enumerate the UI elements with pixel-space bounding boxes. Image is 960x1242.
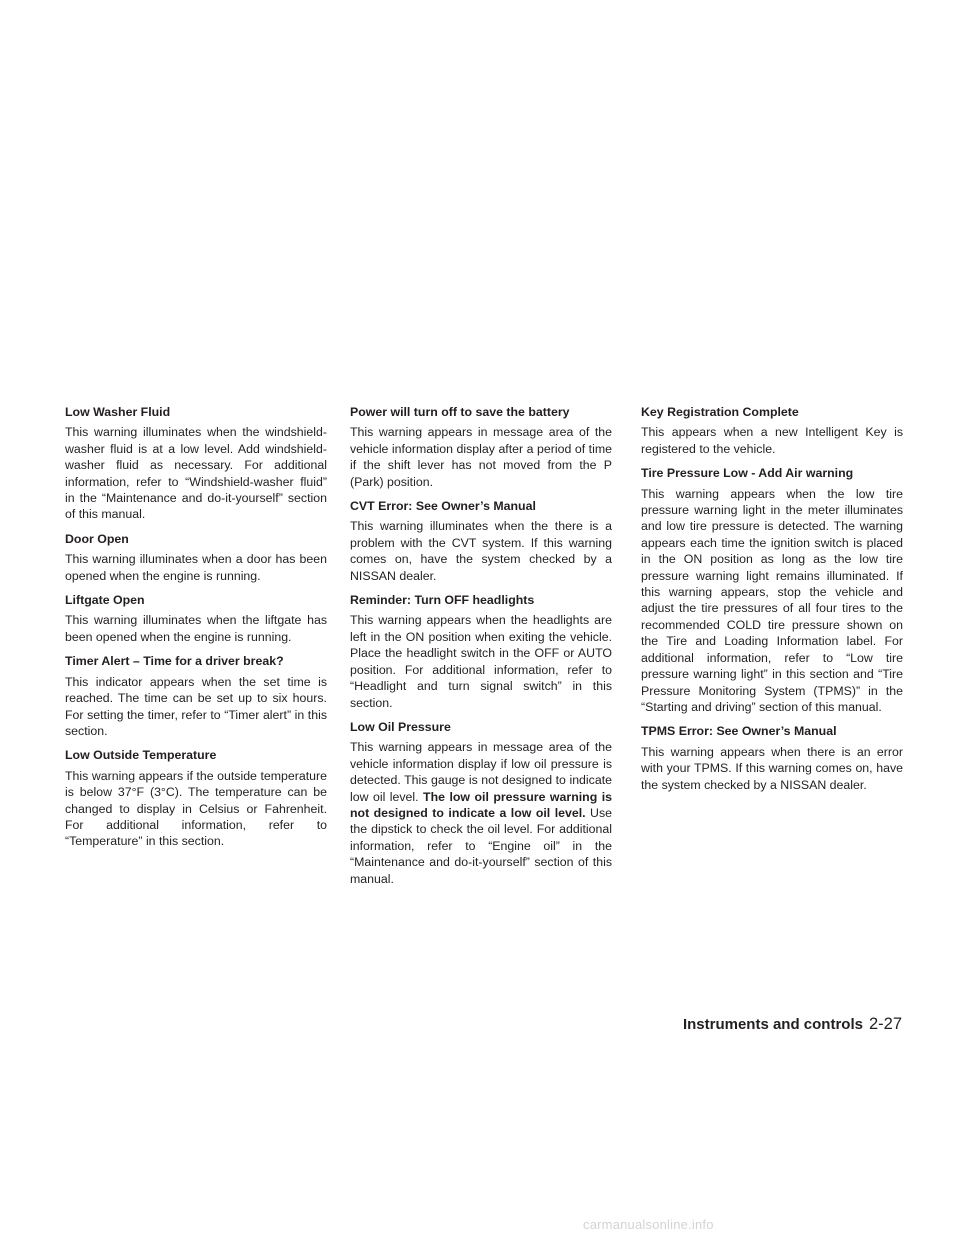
section-body: This warning appears when the low tire pressure warning light in the meter illuminates and low tire pressure is detected. The warning appears each time the ignition switch is placed in the ON position as long as the low tire pressure warning light remains illuminated. If this warning appears, stop the vehicle and adjust the tire pressures of all four tires to the recommended COLD tire pressure shown on the Tire and Loading Information label. For additional information, refer to “Low tire pressure warning light” in this section and “Tire Pressure Monitoring System (TPMS)” in the “Starting and driving” section of this manual. bbox=[641, 486, 903, 714]
section-body: This appears when a new Intelligent Key is registered to the vehicle. bbox=[641, 425, 903, 456]
page-number: 2-27 bbox=[868, 1015, 902, 1033]
section-body: This indicator appears when the set time is reached. The time can be set up to six hours. For setting the timer, refer to “Timer alert” in this section. bbox=[65, 674, 327, 738]
page-footer bbox=[683, 1015, 902, 1034]
section-body: This warning illuminates when a door has been opened when the engine is running. bbox=[65, 552, 327, 583]
footer-section-title: Instruments and controls bbox=[682, 1016, 863, 1033]
body-text: This warning appears in message area of the vehicle information display if low oil pressure is detected. This gauge is not designed to indicate low oil level. bbox=[350, 740, 612, 804]
section-body: This warning appears in message area of the vehicle information display after a period of time if the shift lever has not moved from the P (Park) position. bbox=[350, 425, 612, 489]
section-heading: CVT Error: See Owner’s Manual bbox=[350, 499, 536, 514]
body-text: Use the dipstick to check the oil level. For additional information, refer to “Engine oil” in the “Maintenance and do-it-yourself” section of this manual. bbox=[350, 805, 612, 886]
text-column-2 bbox=[350, 404, 612, 895]
section-heading: Timer Alert – Time for a driver break? bbox=[65, 654, 284, 669]
section-heading: Low Oil Pressure bbox=[350, 719, 451, 734]
section-heading: Tire Pressure Low - Add Air warning bbox=[641, 466, 854, 481]
section-heading: Reminder: Turn OFF headlights bbox=[350, 593, 535, 608]
section-body: This warning appears when there is an error with your TPMS. If this warning comes on, have the system checked by a NISSAN dealer. bbox=[641, 744, 903, 792]
bold-warning-text: The low oil pressure warning is not designed to indicate a low oil level. bbox=[350, 789, 612, 820]
section-body bbox=[350, 739, 612, 887]
section-body: This warning appears if the outside temperature is below 37°F (3°C). The temperature can be changed to display in Celsius or Fahrenheit. For additional information, refer to “Temperature” in this section. bbox=[65, 768, 327, 849]
section-body: This warning illuminates when the there is a problem with the CVT system. If this warning comes on, have the system checked by a NISSAN dealer. bbox=[350, 519, 612, 583]
section-heading: Low Washer Fluid bbox=[65, 405, 171, 419]
section-body: This warning illuminates when the windshield-washer fluid is at a low level. Add windshield-washer fluid as necessary. For additional information, refer to “Windshield-washer fluid” in the “Maintenance and do-it-yourself” section of this manual. bbox=[65, 425, 327, 522]
section-body: This warning appears when the headlights are left in the ON position when exiting the vehicle. Place the headlight switch in the OFF or AUTO position. For additional information, refer to “Headlight and turn signal switch” in this section. bbox=[350, 613, 612, 710]
text-column-3 bbox=[641, 404, 903, 801]
section-heading: Liftgate Open bbox=[65, 593, 145, 608]
section-heading: TPMS Error: See Owner’s Manual bbox=[641, 724, 837, 739]
section-heading: Low Outside Temperature bbox=[65, 748, 217, 763]
section-body: This warning illuminates when the liftgate has been opened when the engine is running. bbox=[65, 613, 327, 644]
watermark: carmanualsonline.info bbox=[583, 1217, 714, 1232]
section-heading: Key Registration Complete bbox=[641, 405, 799, 419]
section-heading: Power will turn off to save the battery bbox=[350, 405, 570, 419]
section-heading: Door Open bbox=[65, 531, 129, 546]
text-column-1 bbox=[65, 404, 327, 858]
